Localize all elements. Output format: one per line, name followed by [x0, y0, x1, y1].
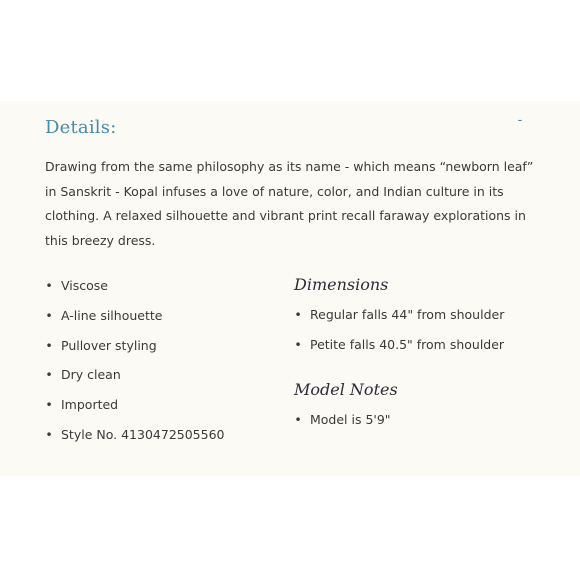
- bullet-icon: •: [294, 412, 302, 427]
- collapse-toggle-icon[interactable]: -: [517, 113, 523, 128]
- bullet-icon: •: [45, 367, 53, 383]
- model-note-label: Model is 5'9": [310, 412, 391, 427]
- details-panel: [0, 101, 580, 476]
- feature-label: A-line silhouette: [61, 307, 163, 323]
- dimension-label: Petite falls 40.5" from shoulder: [310, 337, 505, 352]
- dimensions-heading: Dimensions: [294, 275, 389, 294]
- product-description: Drawing from the same philosophy as its name - which means “newborn leaf” in Sanskrit - Kopal infuses a love of nature, color, and Indian culture in its clothing. A relaxed silhouette and vibrant print recall faraway explorations in this breezy dress.: [45, 159, 534, 248]
- list-item: [294, 300, 504, 330]
- list-item: [45, 360, 224, 390]
- list-item: [294, 330, 504, 360]
- dimension-label: Regular falls 44" from shoulder: [310, 307, 505, 322]
- bullet-icon: •: [294, 307, 302, 322]
- bullet-icon: •: [45, 278, 53, 293]
- feature-label: Imported: [61, 397, 119, 413]
- feature-label: Pullover styling: [61, 337, 157, 353]
- list-item: [45, 301, 224, 331]
- model-notes-list: [294, 405, 391, 435]
- dimensions-list: [294, 300, 504, 360]
- bullet-icon: •: [294, 337, 302, 352]
- bullet-icon: •: [45, 426, 53, 442]
- list-item: [45, 271, 224, 301]
- list-item: [45, 420, 224, 450]
- model-notes-heading: Model Notes: [294, 380, 398, 399]
- bullet-icon: •: [45, 397, 53, 413]
- list-item: [45, 390, 224, 420]
- bullet-icon: •: [45, 307, 53, 323]
- details-title: Details:: [45, 117, 117, 138]
- feature-list: [45, 271, 224, 450]
- feature-label: Style No. 4130472505560: [61, 426, 225, 442]
- feature-label: Viscose: [61, 278, 108, 293]
- bullet-icon: •: [45, 337, 53, 353]
- list-item: [45, 331, 224, 361]
- list-item: [294, 405, 391, 435]
- feature-label: Dry clean: [61, 367, 121, 383]
